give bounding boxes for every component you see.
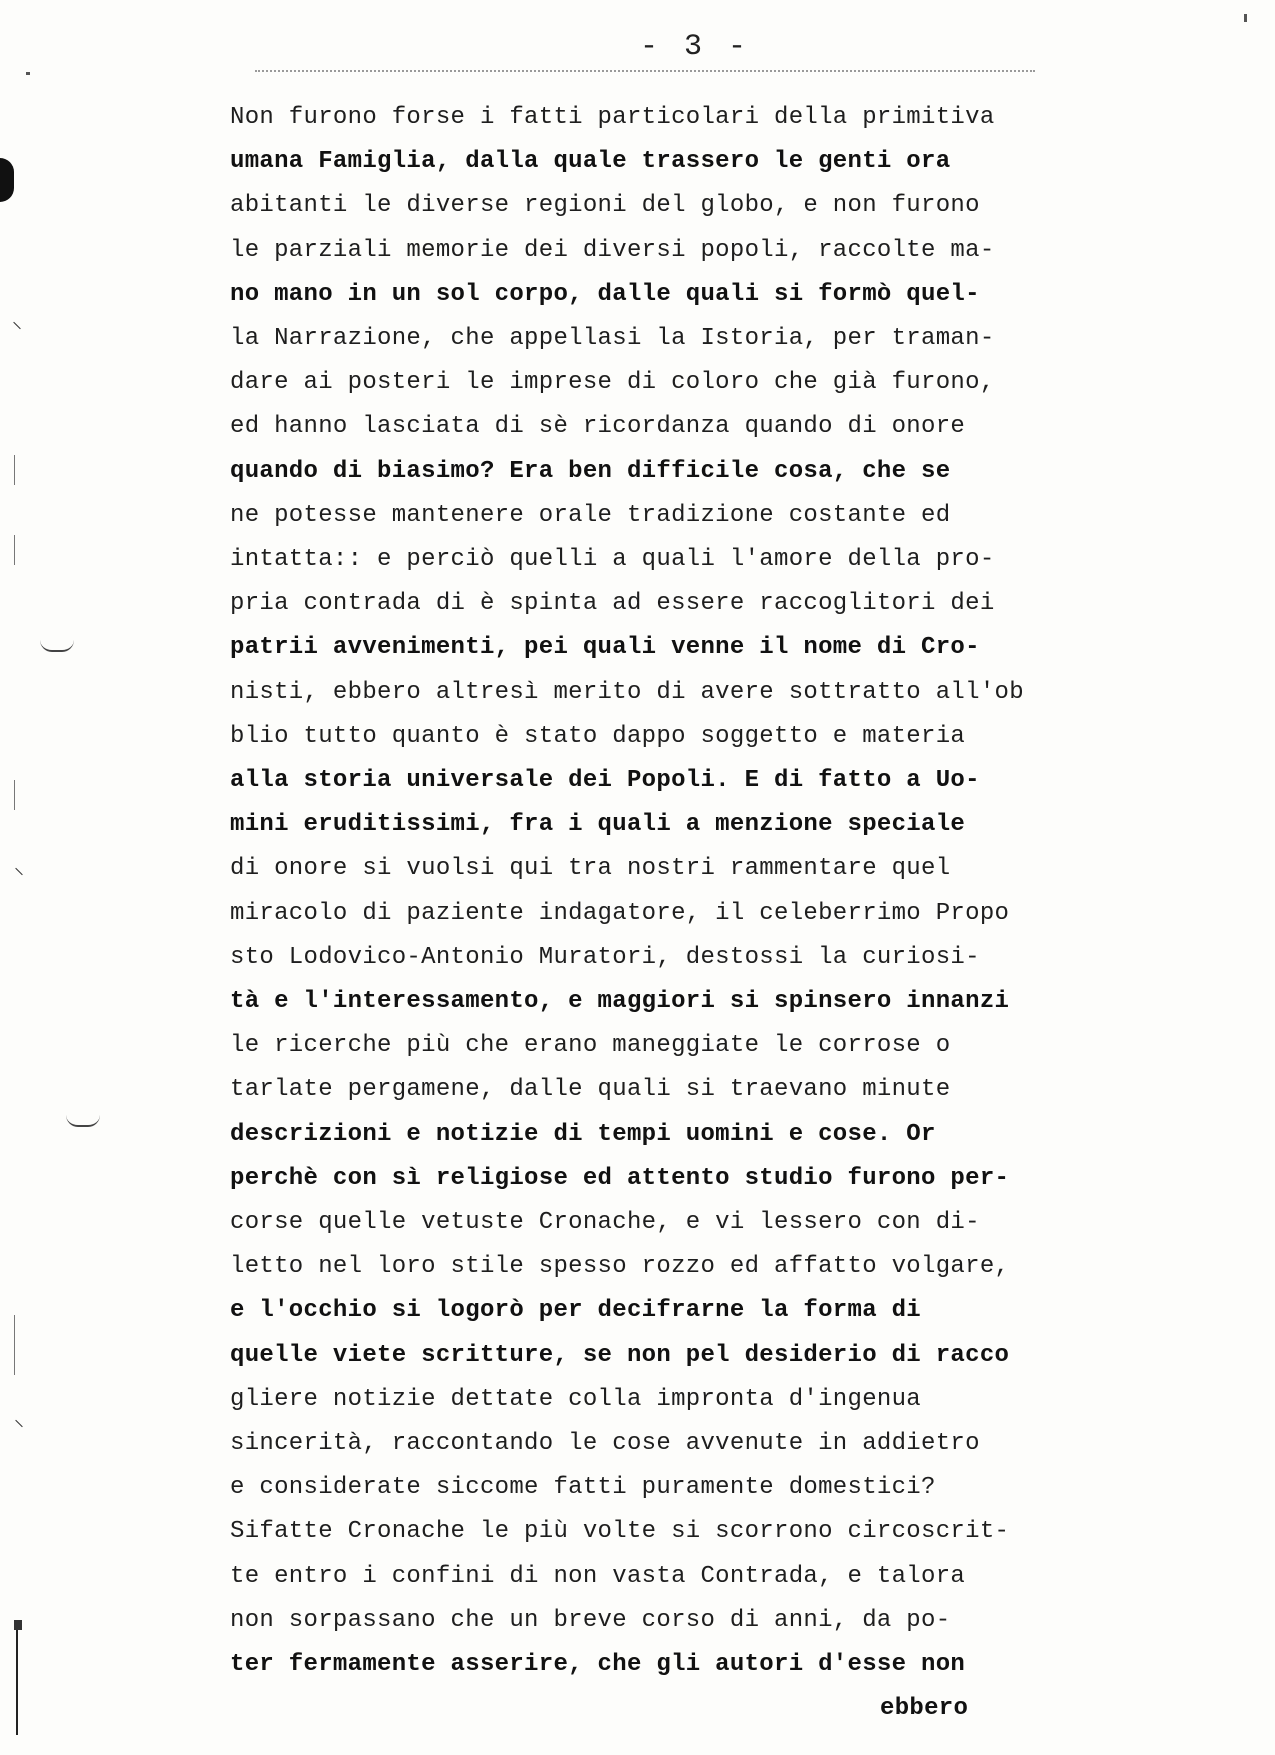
text-line: Non furono forse i fatti particolari della primitiva — [230, 104, 995, 131]
text-line: ebbero — [880, 1695, 969, 1723]
text-line: e considerate siccome fatti puramente domestici? — [230, 1474, 936, 1502]
margin-tick-mark — [14, 1620, 22, 1630]
text-line: perchè con sì religiose ed attento studio furono per- — [230, 1164, 1010, 1192]
text-line: tà e l'interessamento, e maggiori si spinsero innanzi — [230, 988, 1010, 1015]
margin-tick-mark — [14, 780, 15, 810]
page-number: - 3 - — [640, 30, 751, 64]
margin-arrow-icon: ⸌ — [14, 1418, 24, 1441]
margin-tick-mark — [16, 1625, 18, 1735]
text-line: le ricerche più che erano maneggiate le corrose o — [230, 1032, 951, 1060]
text-line: ter fermamente asserire, che gli autori d'esse non — [230, 1651, 966, 1678]
text-line: quelle viete scritture, se non pel desiderio di racco — [230, 1341, 1010, 1369]
text-line: Sifatte Cronache le più volte si scorrono circoscrit- — [230, 1518, 1010, 1546]
text-line: dare ai posteri le imprese di coloro che già furono, — [230, 369, 995, 397]
corner-dot-mark — [1244, 14, 1247, 22]
margin-tick-mark — [14, 535, 15, 565]
corner-dot-mark — [26, 72, 30, 75]
text-line: descrizioni e notizie di tempi uomini e cose. Or — [230, 1120, 936, 1148]
text-line: non sorpassano che un breve corso di anni, da po- — [230, 1606, 951, 1634]
text-line: mini eruditissimi, fra i quali a menzione speciale — [230, 811, 966, 839]
text-line: nisti, ebbero altresì merito di avere sottratto all'ob — [230, 678, 1024, 706]
text-line: le parziali memorie dei diversi popoli, raccolte ma- — [230, 236, 995, 264]
text-line: te entro i confini di non vasta Contrada, e talora — [230, 1562, 966, 1590]
text-line: alla storia universale dei Popoli. E di fatto a Uo- — [230, 767, 980, 794]
text-line: la Narrazione, che appellasi la Istoria, per traman- — [230, 325, 995, 352]
text-line: ed hanno lasciata di sè ricordanza quando di onore — [230, 413, 966, 441]
text-line: quando di biasimo? Era ben difficile cosa, che se — [230, 457, 951, 485]
text-line: sincerità, raccontando le cose avvenute in addietro — [230, 1430, 980, 1457]
margin-tick-mark — [14, 455, 15, 485]
text-line: ne potesse mantenere orale tradizione costante ed — [230, 501, 951, 529]
text-line: patrii avvenimenti, pei quali venne il nome di Cro- — [230, 634, 980, 662]
text-line: miracolo di paziente indagatore, il celeberrimo Propo — [230, 899, 1010, 927]
text-line: e l'occhio si logorò per decifrarne la forma di — [230, 1297, 922, 1325]
text-line: tarlate pergamene, dalle quali si traevano minute — [230, 1076, 951, 1104]
text-line: letto nel loro stile spesso rozzo ed affatto volgare, — [230, 1253, 1010, 1281]
margin-arrow-icon: ⸌ — [14, 866, 24, 889]
text-line: sto Lodovico-Antonio Muratori, destossi la curiosi- — [230, 943, 980, 971]
text-line: intatta:: e perciò quelli a quali l'amore della pro- — [230, 546, 995, 573]
text-line: pria contrada di è spinta ad essere raccoglitori dei — [230, 590, 995, 618]
margin-arrow-icon: ⸌ — [12, 320, 22, 343]
text-line: gliere notizie dettate colla impronta d'ingenua — [230, 1385, 922, 1413]
text-line: umana Famiglia, dalla quale trassero le genti ora — [230, 148, 951, 176]
text-line: blio tutto quanto è stato dappo soggetto e materia — [230, 722, 966, 750]
margin-tick-mark — [14, 1315, 15, 1375]
text-line: abitanti le diverse regioni del globo, e non furono — [230, 192, 980, 220]
text-line: corse quelle vetuste Cronache, e vi lessero con di- — [230, 1209, 980, 1236]
text-line: no mano in un sol corpo, dalle quali si formò quel- — [230, 280, 980, 308]
text-line: di onore si vuolsi qui tra nostri rammentare quel — [230, 855, 951, 883]
